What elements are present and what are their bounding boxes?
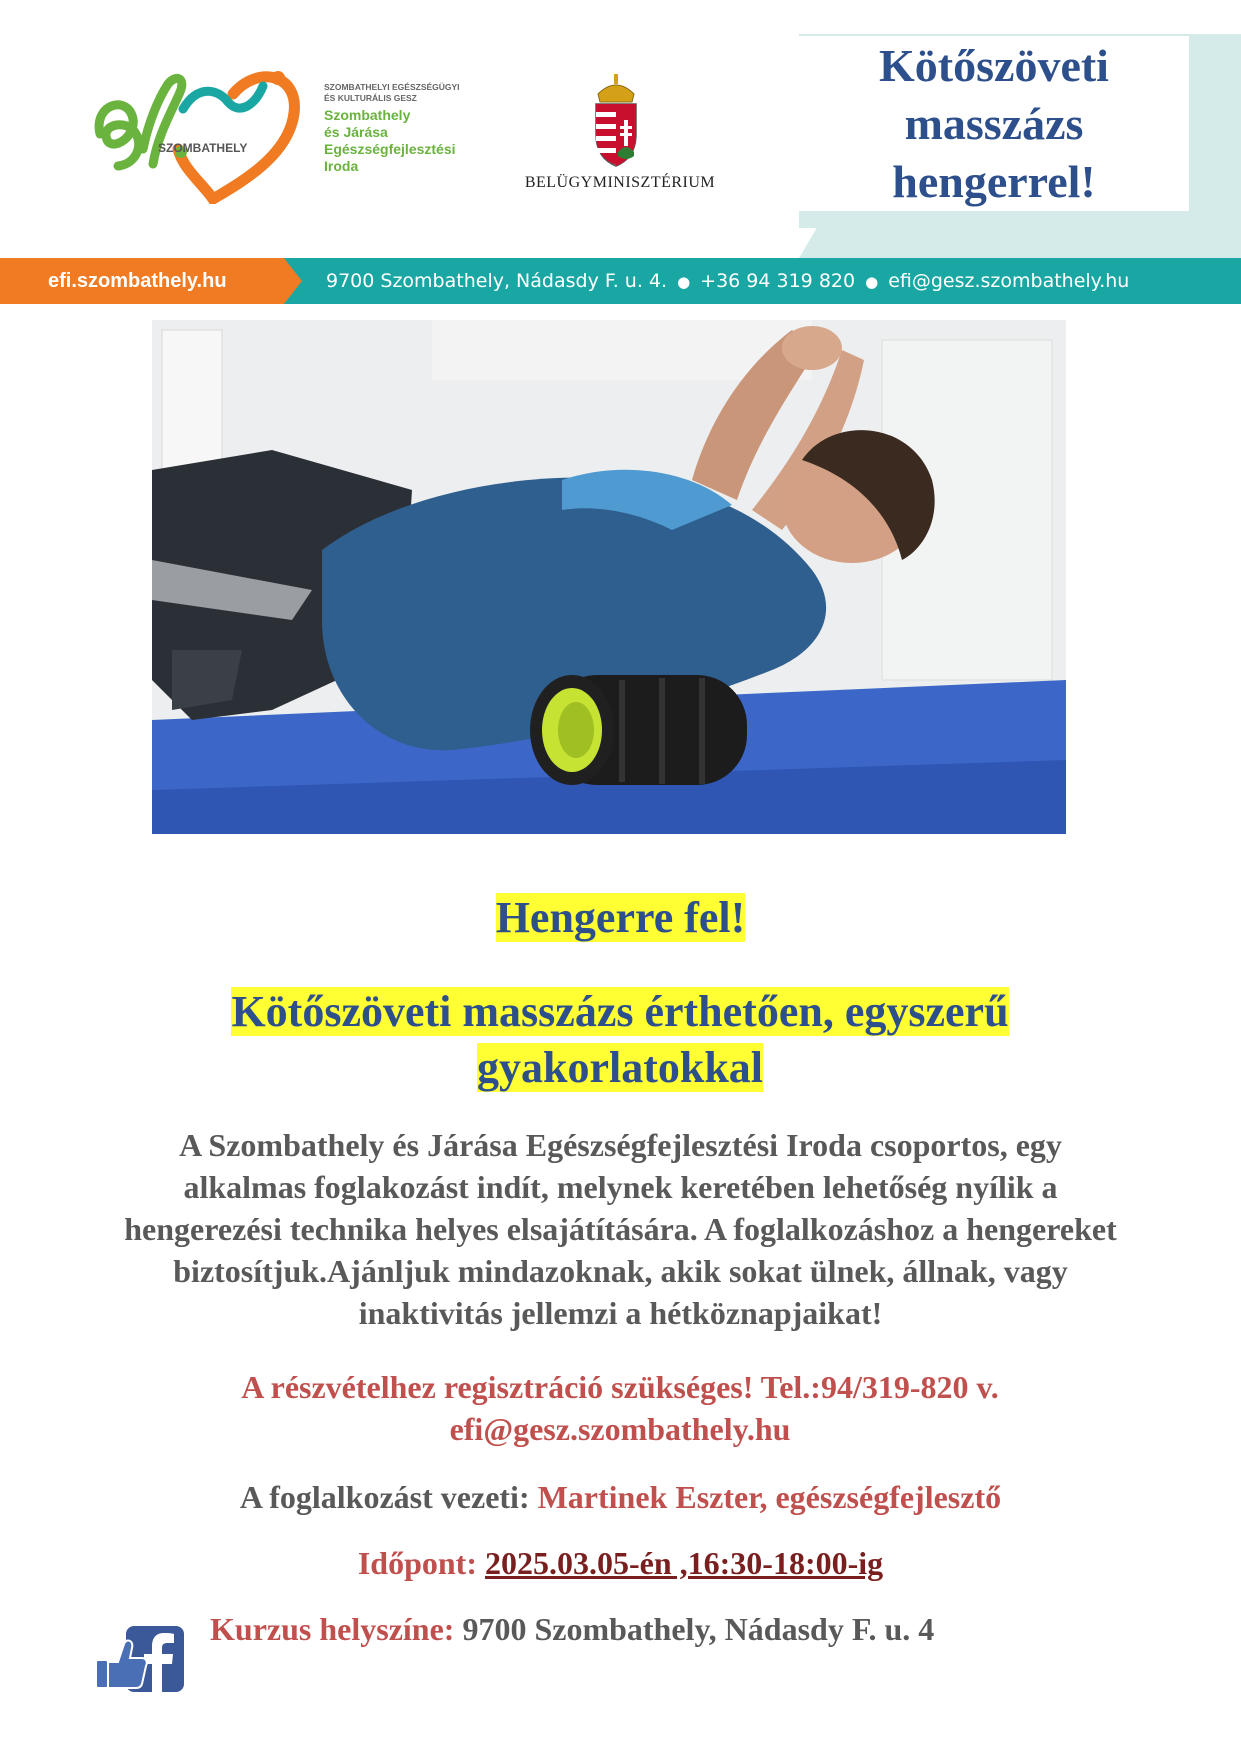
ministry-name: BELÜGYMINISZTÉRIUM xyxy=(524,174,716,191)
time-value: 2025.03.05-én ,16:30-18:00-ig xyxy=(484,1545,884,1581)
subheading-text: Hengerre fel! xyxy=(495,893,746,942)
registration-line: A részvételhez regisztráció szükséges! Tel.:94/319-820 v. xyxy=(241,1369,999,1405)
description-line: alkalmas foglakozást indít, melynek keretében lehetőség nyílik a xyxy=(183,1169,1058,1205)
heading-line: Kötőszöveti masszázs érthetően, egyszerű xyxy=(231,987,1009,1036)
instructor-label: A foglalkozást vezeti: xyxy=(239,1479,538,1515)
separator-dot: ● xyxy=(865,273,879,291)
title-line: Kötőszöveti xyxy=(879,39,1109,91)
date-time-line xyxy=(0,1542,1241,1584)
location-line xyxy=(210,1608,1110,1650)
title-line: hengerrel! xyxy=(892,155,1096,207)
page-title xyxy=(879,37,1109,211)
location-value: 9700 Szombathely, Nádasdy F. u. 4 xyxy=(462,1611,935,1647)
time-label: Időpont: xyxy=(357,1545,485,1581)
org-line: Egészségfejlesztési xyxy=(324,141,456,157)
contact-address: 9700 Szombathely, Nádasdy F. u. 4. xyxy=(326,270,668,292)
title-box xyxy=(799,36,1189,211)
subheading xyxy=(0,890,1241,946)
efi-logo-icon xyxy=(88,64,318,204)
header-slant xyxy=(799,228,1241,258)
contact-info xyxy=(326,258,1129,304)
org-line: Szombathely xyxy=(324,107,411,123)
org-name xyxy=(324,107,494,175)
registration-notice xyxy=(120,1366,1120,1450)
facebook-like-icon[interactable] xyxy=(96,1626,184,1692)
instructor-line xyxy=(0,1476,1241,1518)
website-link[interactable]: efi.szombathely.hu xyxy=(48,270,227,292)
title-line: masszázs xyxy=(904,97,1084,149)
description-line: biztosítjuk.Ajánljuk mindazoknak, akik sokat ülnek, állnak, vagy xyxy=(173,1253,1068,1289)
heading-line: gyakorlatokkal xyxy=(476,1043,764,1092)
registration-email[interactable]: efi@gesz.szombathely.hu xyxy=(449,1411,791,1447)
location-label: Kurzus helyszíne: xyxy=(210,1611,463,1647)
description-line: inaktivitás jellemzi a hétköznapjaikat! xyxy=(358,1295,883,1331)
description-line: A Szombathely és Járása Egészségfejlesztési Iroda csoportos, egy xyxy=(179,1127,1062,1163)
foam-roller-photo xyxy=(152,320,1066,834)
org-line: Iroda xyxy=(324,158,359,174)
org-line: és Járása xyxy=(324,124,388,140)
separator-dot: ● xyxy=(677,273,691,291)
org-small-line: ÉS KULTURÁLIS GESZ xyxy=(324,93,417,103)
contact-phone[interactable]: +36 94 319 820 xyxy=(700,270,856,292)
contact-email[interactable]: efi@gesz.szombathely.hu xyxy=(888,270,1130,292)
instructor-name: Martinek Eszter, egészségfejlesztő xyxy=(537,1479,1002,1515)
main-heading xyxy=(120,984,1120,1096)
org-small-line: SZOMBATHELYI EGÉSZSÉGÜGYI xyxy=(324,82,460,92)
efi-logo-text: SZOMBATHELY xyxy=(158,141,248,155)
description-line: hengerezési technika helyes elsajátítására. A foglalkozáshoz a hengereket xyxy=(124,1211,1117,1247)
org-name-block xyxy=(324,82,494,175)
foam-roller-illustration xyxy=(152,320,1066,834)
description-paragraph xyxy=(30,1124,1211,1334)
coat-of-arms-icon xyxy=(588,72,644,170)
